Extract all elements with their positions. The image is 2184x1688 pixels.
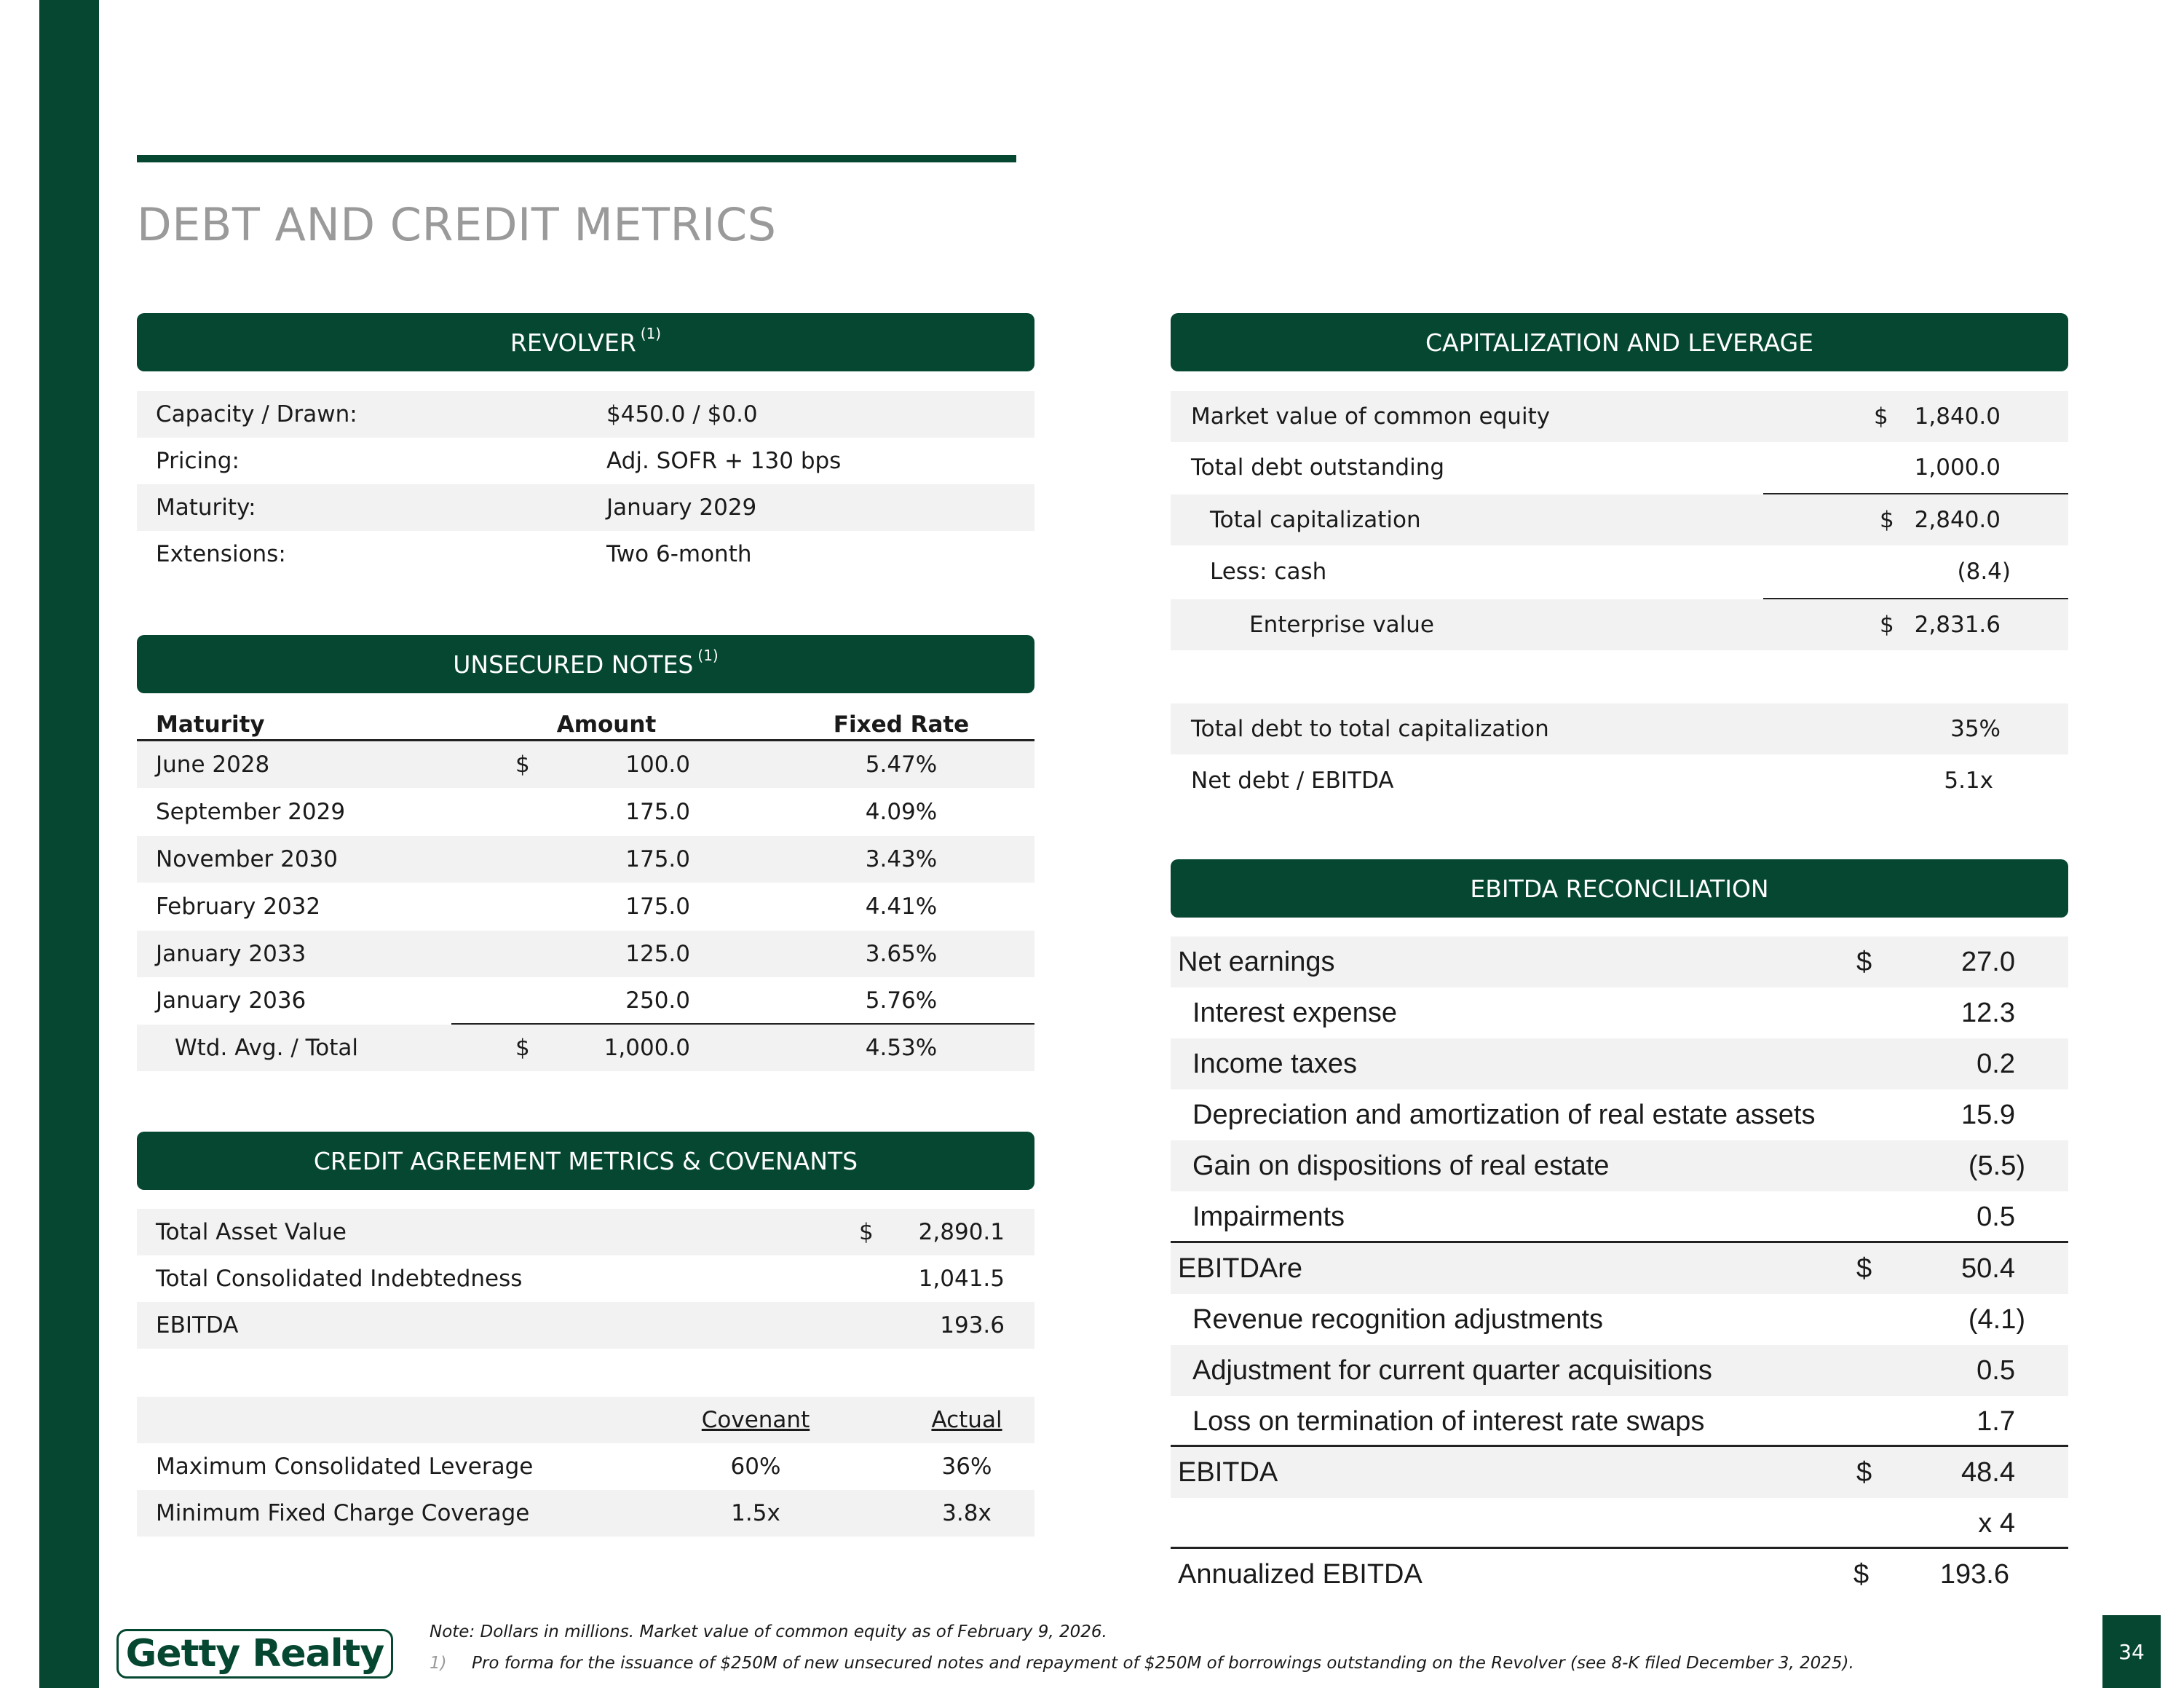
capitalization-header-label: CAPITALIZATION AND LEVERAGE bbox=[1425, 328, 1814, 357]
revolver-label: Maturity: bbox=[156, 494, 256, 521]
getty-realty-logo: Getty Realty bbox=[116, 1629, 393, 1679]
ebitda-label: Gain on dispositions of real estate bbox=[1192, 1150, 1610, 1181]
ebitda-label: Income taxes bbox=[1192, 1048, 1357, 1079]
notes-total-label: Wtd. Avg. / Total bbox=[175, 1035, 359, 1061]
table-row bbox=[137, 883, 1034, 931]
note-rate: 4.41% bbox=[865, 894, 938, 920]
credit-value: 2,890.1 bbox=[918, 1219, 1005, 1245]
page-number: 34 bbox=[2102, 1615, 2161, 1688]
cap-row bbox=[1171, 442, 2068, 493]
ebitda-value: 27.0 bbox=[1961, 946, 2015, 977]
ebitda-value: 48.4 bbox=[1961, 1456, 2015, 1488]
note-maturity: June 2028 bbox=[156, 752, 270, 778]
ebitda-value: 12.3 bbox=[1961, 997, 2015, 1028]
revolver-value: $450.0 / $0.0 bbox=[606, 401, 758, 427]
ebitda-value: (4.1) bbox=[1968, 1304, 2025, 1335]
ebitda-row bbox=[1171, 936, 2068, 987]
ebitda-label: EBITDA bbox=[1178, 1456, 1278, 1488]
ebitda-label: Interest expense bbox=[1192, 997, 1397, 1028]
cap-dollar: $ bbox=[1880, 507, 1894, 533]
covenant-row bbox=[137, 1443, 1034, 1490]
cap-row bbox=[1171, 545, 2068, 598]
credit-row bbox=[137, 1255, 1034, 1302]
note-maturity: November 2030 bbox=[156, 846, 339, 872]
notes-total-dollar: $ bbox=[515, 1035, 530, 1061]
ebitda-row bbox=[1171, 1140, 2068, 1191]
note-amount: 100.0 bbox=[625, 752, 690, 778]
note-amount: 175.0 bbox=[625, 846, 690, 872]
note-rate: 5.76% bbox=[865, 987, 938, 1014]
notes-column-headers bbox=[137, 708, 1034, 741]
note-maturity: September 2029 bbox=[156, 799, 346, 825]
ebitda-label: Net earnings bbox=[1178, 946, 1335, 977]
cap-ratio-row bbox=[1171, 703, 2068, 754]
cap-row bbox=[1171, 391, 2068, 442]
cap-value: 2,831.6 bbox=[1914, 612, 2001, 638]
note-rate: 3.65% bbox=[865, 941, 938, 967]
note-maturity: January 2036 bbox=[156, 987, 306, 1014]
credit-label: EBITDA bbox=[156, 1312, 239, 1338]
covenant-value: 60% bbox=[730, 1454, 781, 1480]
table-row bbox=[137, 741, 1034, 788]
cap-label: Less: cash bbox=[1210, 559, 1327, 585]
footnote-number: 1) bbox=[430, 1654, 447, 1673]
table-row bbox=[137, 836, 1034, 883]
note-rate: 3.43% bbox=[865, 846, 938, 872]
ebitda-row bbox=[1171, 1447, 2068, 1498]
table-row bbox=[137, 788, 1034, 836]
revolver-header-label: REVOLVER bbox=[510, 328, 636, 357]
note-dollar-sign: $ bbox=[515, 752, 530, 778]
ebitda-value: 1.7 bbox=[1977, 1405, 2015, 1437]
ebitda-row bbox=[1171, 987, 2068, 1038]
credit-agreement-header-label: CREDIT AGREEMENT METRICS & COVENANTS bbox=[313, 1146, 858, 1175]
credit-label: Total Consolidated Indebtedness bbox=[156, 1266, 523, 1292]
table-row bbox=[137, 977, 1034, 1024]
ebitda-row bbox=[1171, 1345, 2068, 1396]
credit-value: 1,041.5 bbox=[918, 1266, 1005, 1292]
note-rate: 4.09% bbox=[865, 799, 938, 825]
cap-ratio-value: 35% bbox=[1950, 716, 2001, 742]
ebitda-dollar: $ bbox=[1856, 1253, 1872, 1284]
unsecured-notes-header bbox=[137, 635, 1034, 693]
ebitda-dollar: $ bbox=[1856, 1456, 1872, 1488]
ebitda-value: 193.6 bbox=[1939, 1558, 2009, 1590]
ebitda-row bbox=[1171, 1191, 2068, 1242]
revolver-value: Two 6-month bbox=[606, 541, 752, 567]
cap-ratio-label: Net debt / EBITDA bbox=[1191, 768, 1394, 794]
footnote-note: Note: Dollars in millions. Market value of common equity as of February 9, 2026. bbox=[430, 1622, 1107, 1641]
notes-col-maturity: Maturity bbox=[156, 711, 265, 738]
note-maturity: January 2033 bbox=[156, 941, 306, 967]
footnote-text: Pro forma for the issuance of $250M of new unsecured notes and repayment of $250M of borrowings outstanding on the Revolver (see 8-K filed December 3, 2025). bbox=[472, 1654, 1854, 1673]
ebitda-value: 15.9 bbox=[1961, 1099, 2015, 1130]
notes-total-rate: 4.53% bbox=[865, 1035, 938, 1061]
credit-dollar: $ bbox=[859, 1219, 874, 1245]
credit-agreement-header bbox=[137, 1132, 1034, 1190]
credit-label: Total Asset Value bbox=[156, 1219, 347, 1245]
cap-value: 2,840.0 bbox=[1914, 507, 2001, 533]
cap-value: (8.4) bbox=[1957, 559, 2011, 585]
credit-row bbox=[137, 1209, 1034, 1255]
note-rate: 5.47% bbox=[865, 752, 938, 778]
ebitda-label: Depreciation and amortization of real estate assets bbox=[1192, 1099, 1816, 1130]
note-maturity: February 2032 bbox=[156, 894, 321, 920]
ebitda-row bbox=[1171, 1038, 2068, 1089]
ebitda-row bbox=[1171, 1294, 2068, 1345]
covenant-col-header: Covenant bbox=[701, 1407, 810, 1433]
ebitda-row bbox=[1171, 1549, 2068, 1600]
actual-value: 36% bbox=[941, 1454, 992, 1480]
covenant-label: Minimum Fixed Charge Coverage bbox=[156, 1500, 530, 1526]
note-amount: 175.0 bbox=[625, 799, 690, 825]
revolver-row bbox=[137, 531, 1034, 577]
table-row bbox=[137, 931, 1034, 977]
covenant-value: 1.5x bbox=[731, 1500, 780, 1526]
revolver-row bbox=[137, 391, 1034, 438]
notes-total-amount: 1,000.0 bbox=[604, 1035, 690, 1061]
revolver-label: Capacity / Drawn: bbox=[156, 401, 357, 427]
note-amount: 250.0 bbox=[625, 987, 690, 1014]
cap-label: Total capitalization bbox=[1210, 507, 1421, 533]
unsecured-notes-header-label: UNSECURED NOTES bbox=[453, 650, 694, 679]
ebitda-value: 0.5 bbox=[1977, 1354, 2015, 1386]
notes-total-row bbox=[137, 1025, 1034, 1071]
revolver-value: January 2029 bbox=[606, 494, 757, 521]
ebitda-value: 0.2 bbox=[1977, 1048, 2015, 1079]
cap-value: 1,840.0 bbox=[1914, 403, 2001, 430]
ebitda-row bbox=[1171, 1498, 2068, 1549]
ebitda-row bbox=[1171, 1243, 2068, 1294]
ebitda-header-label: EBITDA RECONCILIATION bbox=[1470, 874, 1769, 903]
actual-col-header: Actual bbox=[931, 1407, 1002, 1433]
ebitda-label: Adjustment for current quarter acquisitions bbox=[1192, 1354, 1712, 1386]
ebitda-multiplier: x 4 bbox=[1978, 1507, 2015, 1539]
cap-row bbox=[1171, 599, 2068, 650]
cap-value: 1,000.0 bbox=[1914, 454, 2001, 481]
side-accent-bar bbox=[39, 0, 99, 1688]
credit-value: 193.6 bbox=[940, 1312, 1005, 1338]
ebitda-dollar: $ bbox=[1853, 1558, 1870, 1590]
cap-ratio-row bbox=[1171, 754, 2068, 807]
note-amount: 175.0 bbox=[625, 894, 690, 920]
ebitda-row bbox=[1171, 1396, 2068, 1447]
revolver-row bbox=[137, 438, 1034, 484]
credit-row bbox=[137, 1302, 1034, 1349]
page-title: DEBT AND CREDIT METRICS bbox=[137, 198, 777, 251]
cap-dollar: $ bbox=[1874, 403, 1888, 430]
ebitda-dollar: $ bbox=[1856, 946, 1872, 977]
actual-value: 3.8x bbox=[942, 1500, 992, 1526]
unsecured-notes-header-footnote: (1) bbox=[697, 647, 719, 664]
ebitda-label: Revenue recognition adjustments bbox=[1192, 1304, 1604, 1335]
cap-label: Enterprise value bbox=[1249, 612, 1434, 638]
cap-row bbox=[1171, 494, 2068, 545]
ebitda-value: 50.4 bbox=[1961, 1253, 2015, 1284]
notes-col-amount: Amount bbox=[556, 711, 657, 738]
cap-ratio-value: 5.1x bbox=[1944, 768, 1993, 794]
capitalization-header bbox=[1171, 313, 2068, 371]
covenant-label: Maximum Consolidated Leverage bbox=[156, 1454, 534, 1480]
cap-ratio-label: Total debt to total capitalization bbox=[1191, 716, 1549, 742]
ebitda-header bbox=[1171, 859, 2068, 918]
note-amount: 125.0 bbox=[625, 941, 690, 967]
ebitda-value: (5.5) bbox=[1968, 1150, 2025, 1181]
cap-label: Total debt outstanding bbox=[1191, 454, 1445, 481]
revolver-row bbox=[137, 484, 1034, 531]
revolver-header-footnote: (1) bbox=[640, 325, 662, 342]
title-rule bbox=[137, 155, 1016, 162]
ebitda-label: EBITDAre bbox=[1178, 1253, 1303, 1284]
ebitda-label: Loss on termination of interest rate swaps bbox=[1192, 1405, 1705, 1437]
ebitda-value: 0.5 bbox=[1977, 1201, 2015, 1232]
covenant-row bbox=[137, 1490, 1034, 1537]
cap-dollar: $ bbox=[1880, 612, 1894, 638]
covenant-header-row bbox=[137, 1397, 1034, 1443]
revolver-label: Pricing: bbox=[156, 448, 240, 474]
cap-label: Market value of common equity bbox=[1191, 403, 1551, 430]
revolver-label: Extensions: bbox=[156, 541, 286, 567]
ebitda-row bbox=[1171, 1089, 2068, 1140]
ebitda-label: Annualized EBITDA bbox=[1178, 1558, 1423, 1590]
revolver-header bbox=[137, 313, 1034, 371]
ebitda-label: Impairments bbox=[1192, 1201, 1345, 1232]
notes-col-rate: Fixed Rate bbox=[833, 711, 970, 738]
revolver-value: Adj. SOFR + 130 bps bbox=[606, 448, 842, 474]
